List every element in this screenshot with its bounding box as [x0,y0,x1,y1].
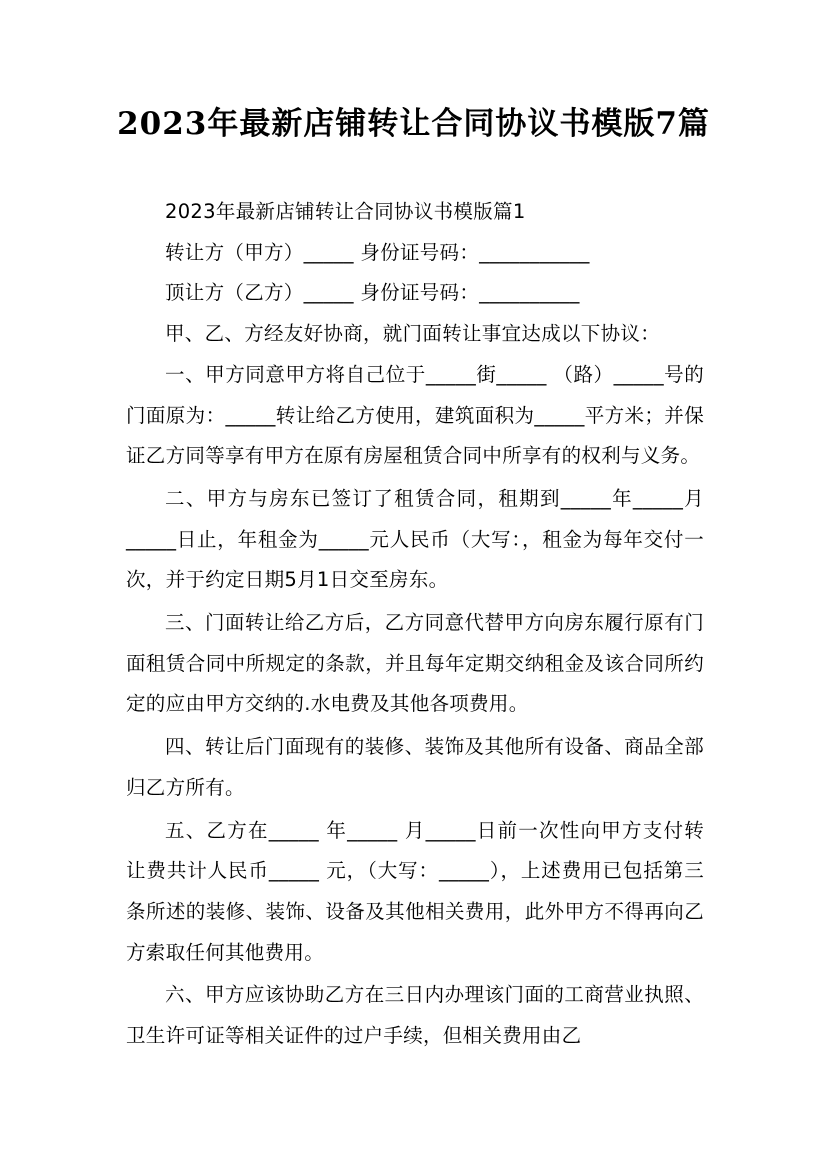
document-title: 2023年最新店铺转让合同协议书模版7篇 [117,106,710,142]
document-body [126,192,704,1057]
section-heading: 2023年最新店铺转让合同协议书模版篇1 [165,200,526,223]
clause-3: 三、门面转让给乙方后，乙方同意代替甲方向房东履行原有门面租赁合同中所规定的条款，并且每年定期交纳租金及该合同所约定的应由甲方交纳的.水电费及其他各项费用。 [126,611,704,716]
clause-5: 五、乙方在_____ 年_____ 月_____日前一次性向甲方支付转让费共计人民币_____ 元，（大写：_____），上述费用已包括第三条所述的装修、装饰、设备及其他相关费用，此外甲方不得再向乙方索取任何其他费用。 [126,818,704,964]
agreement-intro: 甲、乙、方经友好协商，就门面转让事宜达成以下协议： [165,322,661,346]
clause-2: 二、甲方与房东已签订了租赁合同，租期到_____年_____月_____日止，年租金为_____元人民币（大写：，租金为每年交付一次，并于约定日期5月1日交至房东。 [126,486,704,592]
transferee-line: 顶让方（乙方）_____ 身份证号码：__________ [165,281,580,305]
clause-1: 一、甲方同意甲方将自己位于_____街_____ （路）_____号的门面原为：_____转让给乙方使用，建筑面积为_____平方米；并保证乙方同等享有甲方在原有房屋租赁合同中所享有的权利与义务。 [126,362,704,468]
transferor-line: 转让方（甲方）_____ 身份证号码：___________ [165,240,590,264]
clause-4: 四、转让后门面现有的装修、装饰及其他所有设备、商品全部归乙方所有。 [126,735,704,799]
clause-6: 六、甲方应该协助乙方在三日内办理该门面的工商营业执照、卫生许可证等相关证件的过户手续，但相关费用由乙 [126,983,704,1048]
